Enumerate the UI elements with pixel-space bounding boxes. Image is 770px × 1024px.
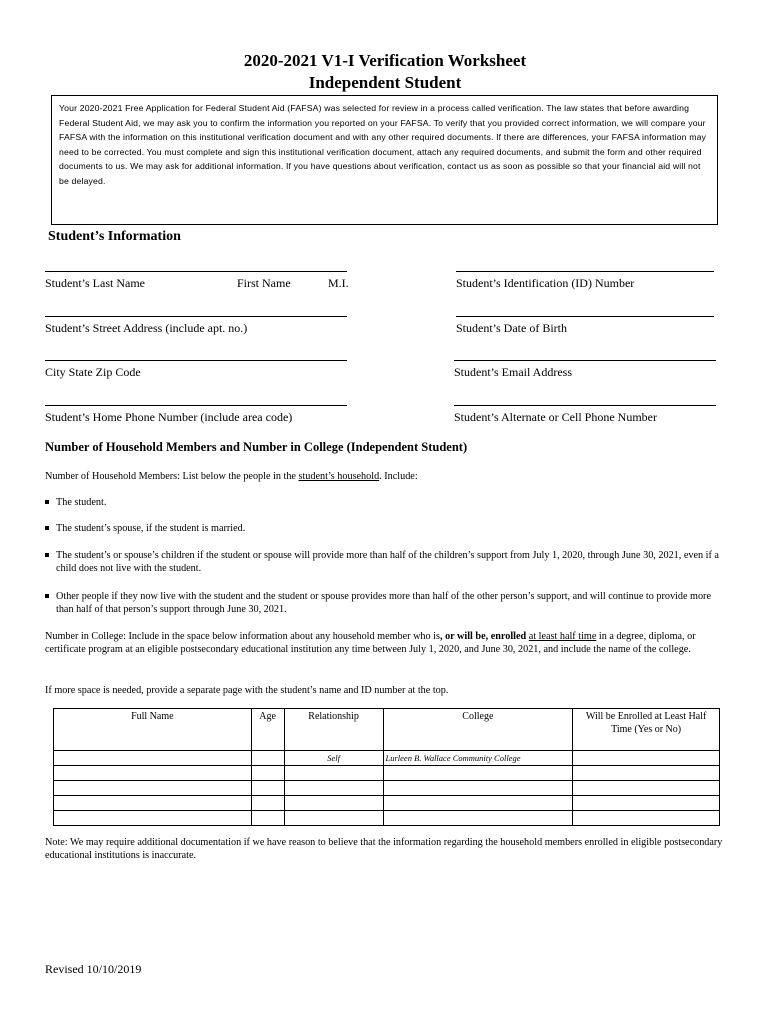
dob-label: Student’s Date of Birth [456, 321, 567, 335]
cell[interactable] [54, 796, 252, 811]
cell[interactable] [251, 781, 284, 796]
home-phone-label: Student’s Home Phone Number (include area code) [45, 410, 293, 424]
home-phone-line[interactable] [45, 405, 347, 406]
bullet-square-icon [45, 553, 49, 557]
cell[interactable] [383, 766, 573, 781]
street-line[interactable] [45, 316, 347, 317]
bullet-item: The student’s spouse, if the student is married. [45, 522, 725, 535]
dob-line[interactable] [456, 316, 714, 317]
cell[interactable] [383, 811, 573, 826]
bullet-item: Other people if they now live with the student and the student or spouse provides more than half of the other person’s support, and will continue to provide more than half of that person’s support through June 30, 2021. [45, 590, 725, 617]
first-name-label: First Name [237, 276, 291, 290]
table-row [54, 796, 720, 811]
number-in-college-text: Number in College: Include in the space below information about any household member who is, or will be, enrolled at least half time in a degree, diploma, or certificate program at an eligible postsecondary educational institution any time between July 1, 2020, and June 30, 2021, and include the name of the college. [45, 631, 696, 656]
students-info-heading: Student’s Information [48, 229, 181, 244]
email-label: Student’s Email Address [454, 365, 572, 379]
cell[interactable] [573, 796, 720, 811]
table-header-row [54, 709, 720, 751]
cell[interactable] [284, 781, 383, 796]
cell[interactable] [573, 766, 720, 781]
more-space-text: If more space is needed, provide a separate page with the student’s name and ID number at the top. [45, 685, 449, 696]
mi-label: M.I. [328, 276, 349, 290]
col-enrolled: Will be Enrolled at Least Half Time (Yes or No) [573, 709, 720, 751]
col-age: Age [251, 709, 284, 751]
cell[interactable] [383, 796, 573, 811]
table-row [54, 811, 720, 826]
email-line[interactable] [454, 360, 716, 361]
id-number-line[interactable] [456, 271, 714, 272]
bullet-square-icon [45, 526, 49, 530]
note-text: Note: We may require additional documentation if we have reason to believe that the information regarding the household members enrolled in eligible postsecondary educational institutions is inaccurate. [45, 837, 723, 862]
cell[interactable]: Self [284, 751, 383, 766]
household-intro: Number of Household Members: List below the people in the student’s household. Include: [45, 471, 418, 482]
alt-phone-line[interactable] [454, 405, 716, 406]
bullet-square-icon [45, 594, 49, 598]
students-household-link: student’s household [298, 471, 380, 482]
table-row [54, 781, 720, 796]
cell[interactable] [573, 811, 720, 826]
col-college: College [383, 709, 573, 751]
alt-phone-label: Student’s Alternate or Cell Phone Number [454, 410, 657, 424]
bullet-item: The student. [45, 496, 725, 509]
city-line[interactable] [45, 360, 347, 361]
cell[interactable] [54, 751, 252, 766]
col-relationship: Relationship [284, 709, 383, 751]
cell[interactable] [251, 796, 284, 811]
cell[interactable] [573, 751, 720, 766]
last-name-label: Student’s Last Name [45, 276, 145, 290]
household-heading: Number of Household Members and Number in College (Independent Student) [45, 440, 468, 454]
col-full-name: Full Name [54, 709, 252, 751]
last-name-line[interactable] [45, 271, 347, 272]
cell[interactable] [284, 796, 383, 811]
cell[interactable] [383, 781, 573, 796]
cell[interactable]: Lurleen B. Wallace Community College [383, 751, 573, 766]
cell[interactable] [54, 766, 252, 781]
cell[interactable] [251, 751, 284, 766]
cell[interactable] [54, 781, 252, 796]
id-number-label: Student’s Identification (ID) Number [456, 276, 635, 290]
title-line1: 2020-2021 V1-I Verification Worksheet [243, 51, 527, 70]
street-label: Student’s Street Address (include apt. no.) [45, 321, 248, 335]
bullet-square-icon [45, 500, 49, 504]
revised-date: Revised 10/10/2019 [45, 962, 142, 976]
bullet-item: The student’s or spouse’s children if the student or spouse will provide more than half of the children’s support from July 1, 2020, through June 30, 2021, even if a child does not live with the student. [45, 549, 725, 576]
table-row [54, 751, 720, 766]
city-label: City State Zip Code [45, 365, 141, 379]
title-line2: Independent Student [308, 73, 462, 92]
table-row [54, 766, 720, 781]
cell[interactable] [54, 811, 252, 826]
cell[interactable] [573, 781, 720, 796]
half-time-link: at least half time [528, 631, 597, 642]
cell[interactable] [251, 766, 284, 781]
cell[interactable] [284, 766, 383, 781]
verification-notice: Your 2020-2021 Free Application for Federal Student Aid (FAFSA) was selected for review in a process called verification. The law states that before awarding Federal Student Aid, we may ask you to confirm the information you reported on your FAFSA. To verify that you provided correct information, we will compare your FAFSA with the information on this institutional verification document and with any other required documents. If there are differences, your FAFSA information may need to be corrected. You must complete and sign this institutional verification document, attach any required documents, and submit the form and other required documents to us. We may ask for additional information. If you have questions about verification, contact us as soon as possible so that your financial aid will not be delayed. [51, 95, 718, 225]
cell[interactable] [284, 811, 383, 826]
cell[interactable] [251, 811, 284, 826]
household-table [53, 708, 720, 826]
